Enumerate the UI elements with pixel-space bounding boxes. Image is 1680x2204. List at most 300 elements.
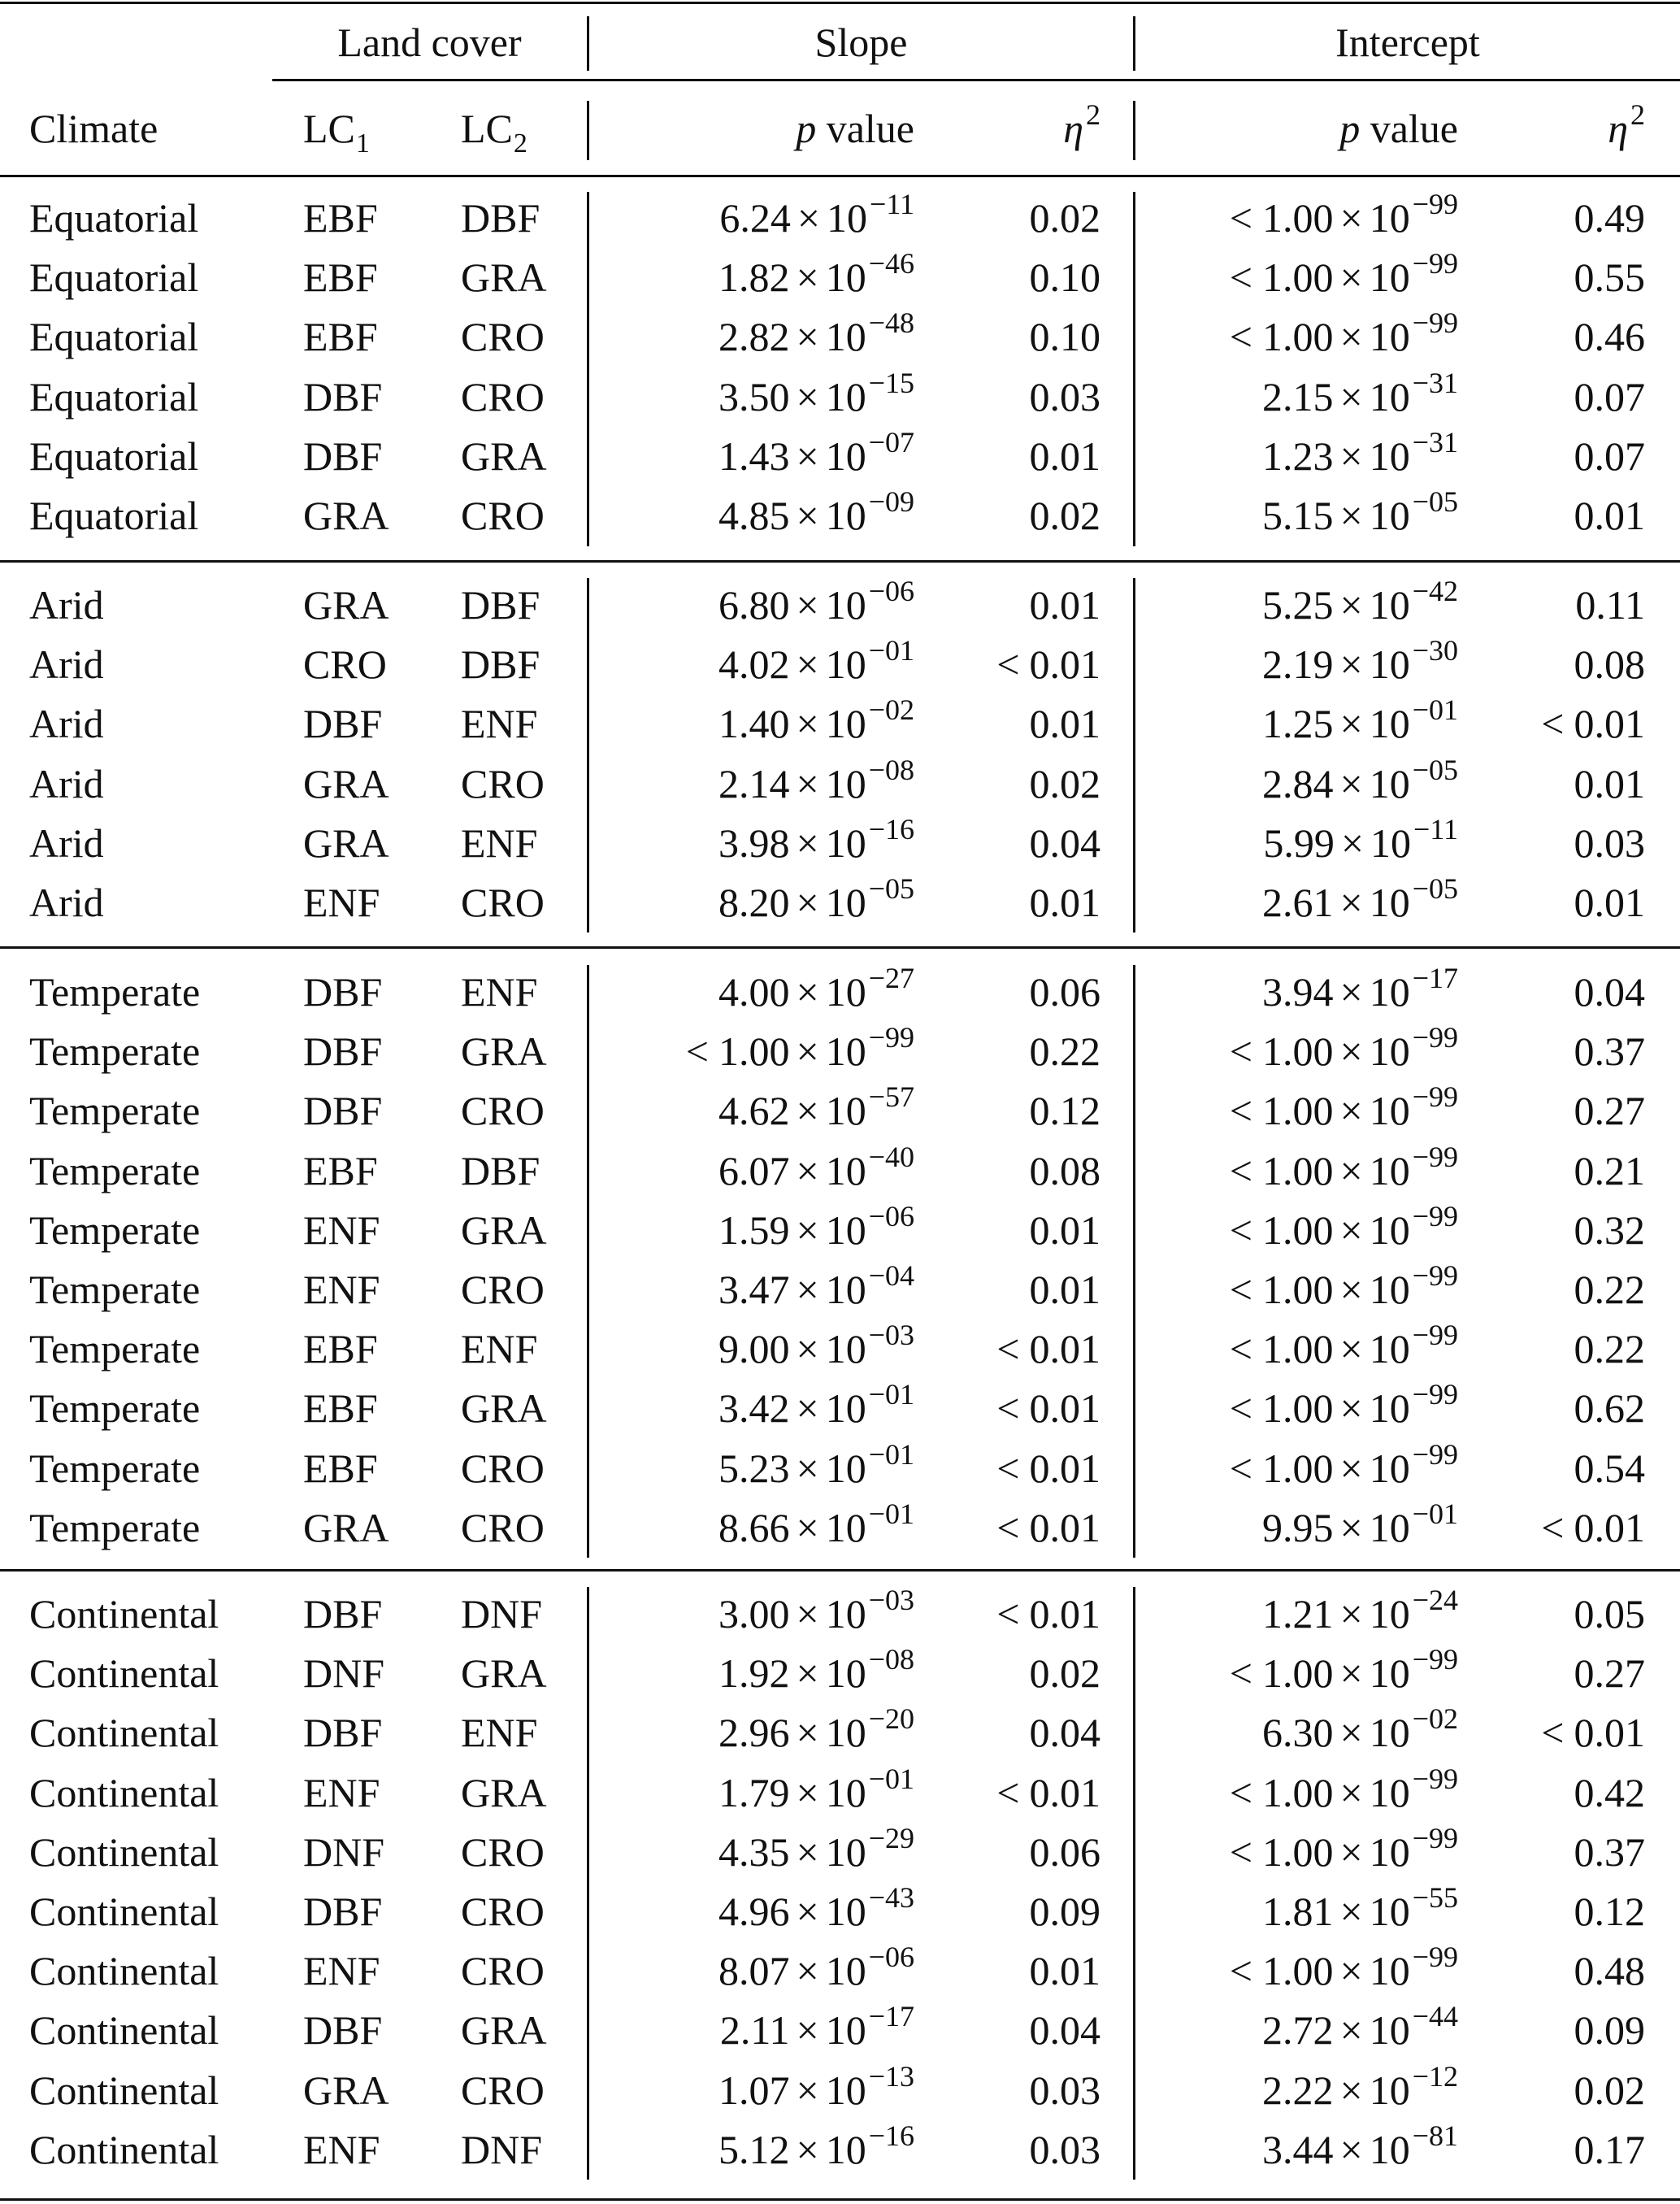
mantissa: 5.99: [1263, 819, 1335, 866]
lc1-cell: ENF: [303, 1769, 380, 1815]
times-symbol: ×: [1339, 969, 1363, 1015]
lc1-cell: DBF: [303, 969, 383, 1015]
base: 10: [1369, 1591, 1410, 1637]
exponent: −01: [868, 1762, 914, 1795]
climate-cell: Continental: [29, 1828, 219, 1875]
mantissa: 1.00: [1261, 1650, 1334, 1697]
base: 10: [825, 1889, 866, 1934]
slope-p-cell: [589, 188, 914, 246]
base: 10: [1369, 1385, 1410, 1432]
mantissa: 3.42: [718, 1385, 790, 1432]
value: 0.07: [1574, 373, 1645, 419]
climate-cell: Temperate: [29, 1206, 201, 1253]
mantissa: 5.25: [1261, 582, 1334, 628]
mantissa: 5.15: [1261, 493, 1334, 538]
climate-cell: Continental: [29, 2126, 219, 2172]
times-symbol: ×: [796, 1028, 819, 1075]
intercept-eta-cell: [1463, 1027, 1645, 1076]
slope-eta-cell: [935, 2006, 1100, 2054]
exponent: −09: [868, 485, 914, 518]
slope-p-cell: [589, 1080, 914, 1139]
slope-eta-cell: [935, 759, 1100, 808]
times-symbol: ×: [796, 701, 819, 747]
slope-eta-cell: [935, 1027, 1100, 1076]
lc2-cell: CRO: [461, 1828, 545, 1875]
intercept-p-cell: [1135, 306, 1458, 365]
slope-eta-cell: [935, 1503, 1100, 1552]
base: 10: [1369, 1088, 1410, 1134]
lc1-cell: EBF: [303, 1445, 378, 1491]
less-than-symbol: <: [1229, 254, 1252, 301]
mantissa: 3.47: [718, 1267, 790, 1312]
less-than-symbol: <: [996, 1504, 1020, 1550]
mantissa: 2.15: [1261, 373, 1334, 419]
times-symbol: ×: [1339, 314, 1363, 360]
times-symbol: ×: [1339, 2126, 1363, 2172]
lc2-cell: ENF: [461, 1710, 538, 1756]
intercept-p-cell: [1135, 2000, 1458, 2058]
times-symbol: ×: [1339, 2067, 1363, 2113]
climate-cell: Temperate: [29, 969, 201, 1015]
exponent: −17: [868, 2000, 914, 2033]
header-intercept: Intercept: [1335, 20, 1480, 65]
exponent: −44: [1412, 2000, 1458, 2033]
base: 10: [1369, 373, 1410, 419]
lc2-cell: GRA: [461, 254, 547, 301]
mantissa: 1.92: [718, 1650, 790, 1697]
base: 10: [1369, 582, 1410, 628]
header-span-rule: [272, 79, 1680, 81]
exponent: −20: [868, 1702, 914, 1736]
mantissa: 1.00: [1261, 314, 1334, 360]
intercept-eta-cell: [1463, 1946, 1645, 1995]
base: 10: [1369, 1147, 1410, 1193]
times-symbol: ×: [796, 1504, 819, 1550]
value: 0.42: [1574, 1769, 1645, 1815]
climate-cell: Equatorial: [29, 373, 199, 419]
slope-p-cell: [589, 425, 914, 485]
lc1-cell: EBF: [303, 314, 378, 360]
lc1-cell: GRA: [303, 819, 389, 866]
mantissa: 8.20: [718, 880, 790, 925]
times-symbol: ×: [796, 1147, 819, 1193]
lc2-text: LC: [461, 106, 513, 151]
mantissa: 1.00: [1261, 1385, 1334, 1432]
slope-p-cell: [589, 753, 914, 812]
times-symbol: ×: [1339, 1088, 1363, 1134]
intercept-p-cell: [1135, 366, 1458, 425]
exponent: −02: [1412, 1702, 1458, 1736]
lc2-cell: GRA: [461, 1028, 547, 1075]
mantissa: 3.44: [1261, 2126, 1334, 2172]
mantissa: 1.00: [1261, 1147, 1334, 1193]
times-symbol: ×: [1339, 1385, 1363, 1432]
intercept-eta-cell: [1463, 1708, 1645, 1757]
value: 0.07: [1574, 433, 1645, 479]
times-symbol: ×: [1339, 1948, 1363, 1994]
times-symbol: ×: [796, 433, 819, 479]
lc2-cell: CRO: [461, 1267, 545, 1312]
lc1-cell: DBF: [303, 2007, 383, 2054]
base: 10: [825, 760, 866, 806]
intercept-eta-cell: [1463, 253, 1645, 302]
exponent: −99: [1412, 1140, 1458, 1173]
times-symbol: ×: [796, 1326, 819, 1372]
intercept-eta-cell: [1463, 1768, 1645, 1817]
less-than-symbol: <: [1229, 1088, 1252, 1134]
lc1-cell: DBF: [303, 1710, 383, 1756]
intercept-p-cell: [1135, 1319, 1458, 1377]
exponent: −07: [868, 425, 914, 459]
intercept-eta-cell: [1463, 1265, 1645, 1314]
base: 10: [1369, 1889, 1410, 1934]
lc2-cell: GRA: [461, 2007, 547, 2054]
base: 10: [825, 2126, 866, 2172]
mantissa: 1.00: [1261, 1028, 1334, 1075]
times-symbol: ×: [796, 880, 819, 925]
lc2-cell: GRA: [461, 1769, 547, 1815]
times-symbol: ×: [1339, 760, 1363, 806]
intercept-eta-cell: [1463, 580, 1645, 629]
climate-cell: Temperate: [29, 1088, 201, 1134]
lc1-cell: EBF: [303, 1326, 378, 1372]
eta-symbol: η: [1608, 106, 1628, 151]
less-than-symbol: <: [1229, 1326, 1252, 1372]
p-symbol: p: [1339, 106, 1361, 151]
exponent: −99: [1412, 1080, 1458, 1114]
lc1-cell: DBF: [303, 1889, 383, 1934]
value: 0.01: [1574, 1710, 1645, 1756]
value: 0.22: [1029, 1028, 1100, 1075]
lc2-cell: CRO: [461, 1445, 545, 1491]
intercept-eta-cell: [1463, 819, 1645, 867]
base: 10: [825, 1088, 866, 1134]
climate-cell: Equatorial: [29, 254, 199, 301]
value: 0.22: [1574, 1326, 1645, 1372]
climate-cell: Continental: [29, 1889, 219, 1934]
value: 0.10: [1029, 314, 1100, 360]
slope-p-cell: [589, 962, 914, 1020]
slope-p-cell: [589, 1821, 914, 1880]
lc2-cell: CRO: [461, 880, 545, 925]
less-than-symbol: <: [996, 1769, 1020, 1815]
value: 0.01: [1029, 641, 1100, 688]
header-lc1: [303, 104, 370, 159]
exponent: −99: [1412, 188, 1458, 220]
slope-p-cell: [589, 366, 914, 425]
lc2-cell: ENF: [461, 1326, 538, 1372]
slope-eta-cell: [935, 1768, 1100, 1817]
climate-cell: Temperate: [29, 1445, 201, 1491]
exponent: −06: [868, 1941, 914, 1974]
header-bottom-rule: [0, 175, 1680, 177]
lc1-cell: DBF: [303, 701, 383, 747]
slope-eta-cell: [935, 1589, 1100, 1638]
value: 0.01: [1574, 701, 1645, 747]
times-symbol: ×: [796, 819, 819, 866]
base: 10: [1369, 195, 1410, 241]
intercept-p-cell: [1135, 485, 1458, 544]
value: 0.02: [1574, 2067, 1645, 2113]
times-symbol: ×: [1339, 1769, 1363, 1815]
times-symbol: ×: [1339, 1445, 1363, 1491]
less-than-symbol: <: [996, 1326, 1020, 1372]
intercept-p-cell: [1135, 1140, 1458, 1199]
less-than-symbol: <: [1541, 701, 1565, 747]
climate-cell: Arid: [29, 582, 104, 628]
climate-cell: Continental: [29, 1591, 219, 1637]
mantissa: 1.43: [718, 433, 790, 479]
slope-p-cell: [589, 693, 914, 752]
mantissa: 1.00: [1261, 1267, 1334, 1312]
value: 0.17: [1574, 2126, 1645, 2172]
times-symbol: ×: [796, 314, 819, 360]
exponent: −17: [1412, 962, 1458, 994]
less-than-symbol: <: [1229, 1206, 1252, 1253]
intercept-p-cell: [1135, 1497, 1458, 1556]
base: 10: [825, 1650, 866, 1697]
value: 0.08: [1574, 641, 1645, 688]
slope-eta-cell: [935, 1146, 1100, 1195]
base: 10: [825, 1147, 866, 1193]
value: 0.48: [1574, 1948, 1645, 1994]
slope-eta-cell: [935, 1887, 1100, 1936]
times-symbol: ×: [796, 373, 819, 419]
intercept-eta-cell: [1463, 1444, 1645, 1493]
intercept-p-cell: [1135, 1881, 1458, 1940]
times-symbol: ×: [796, 1206, 819, 1253]
intercept-eta-cell: [1463, 2125, 1645, 2174]
exponent: −12: [1412, 2059, 1458, 2093]
exponent: −04: [868, 1259, 914, 1292]
slope-eta-cell: [935, 967, 1100, 1016]
header-slope: Slope: [814, 20, 908, 65]
less-than-symbol: <: [996, 1445, 1020, 1491]
slope-p-cell: [589, 1319, 914, 1377]
exponent: −13: [868, 2059, 914, 2093]
slope-eta-cell: [935, 1649, 1100, 1698]
base: 10: [1369, 254, 1410, 301]
intercept-p-cell: [1135, 2119, 1458, 2178]
times-symbol: ×: [796, 493, 819, 538]
times-symbol: ×: [1339, 1650, 1363, 1697]
exponent: −01: [1412, 693, 1458, 727]
exponent: −99: [1412, 306, 1458, 340]
exponent: −31: [1412, 425, 1458, 459]
base: 10: [825, 880, 866, 925]
value: 0.21: [1574, 1147, 1645, 1193]
lc1-cell: DBF: [303, 1028, 383, 1075]
mantissa: 4.00: [718, 969, 790, 1015]
exponent: −16: [868, 2119, 914, 2152]
base: 10: [825, 314, 866, 360]
times-symbol: ×: [1339, 1710, 1363, 1756]
climate-cell: Temperate: [29, 1147, 201, 1193]
lc1-cell: ENF: [303, 1267, 380, 1312]
intercept-eta-cell: [1463, 2066, 1645, 2115]
mantissa: 5.12: [718, 2126, 790, 2172]
intercept-p-cell: [1135, 1584, 1458, 1642]
times-symbol: ×: [1339, 1326, 1363, 1372]
slope-eta-cell: [935, 2066, 1100, 2115]
mantissa: 1.59: [718, 1206, 790, 1253]
base: 10: [825, 2007, 866, 2054]
base: 10: [825, 2067, 866, 2113]
lc2-cell: GRA: [461, 1206, 547, 1253]
climate-cell: Equatorial: [29, 314, 199, 360]
base: 10: [1369, 969, 1410, 1015]
base: 10: [825, 701, 866, 747]
value: 0.27: [1574, 1650, 1645, 1697]
mantissa: 2.72: [1261, 2007, 1334, 2054]
climate-cell: Arid: [29, 760, 104, 806]
value: 0.01: [1574, 760, 1645, 806]
base: 10: [1369, 2067, 1410, 2113]
base: 10: [825, 969, 866, 1015]
mantissa: 4.85: [718, 493, 790, 538]
header-climate: Climate: [29, 106, 158, 151]
exponent: −08: [868, 753, 914, 786]
value: 0.01: [1574, 493, 1645, 538]
mantissa: 9.00: [718, 1326, 790, 1372]
value: 0.03: [1029, 2126, 1100, 2172]
value: 0.09: [1574, 2007, 1645, 2054]
mantissa: 3.94: [1261, 969, 1334, 1015]
base: 10: [825, 1445, 866, 1491]
lc1-cell: GRA: [303, 1504, 389, 1550]
intercept-p-cell: [1135, 1941, 1458, 1999]
mantissa: 1.07: [718, 2067, 790, 2113]
times-symbol: ×: [796, 1710, 819, 1756]
value: 0.01: [1029, 1769, 1100, 1815]
intercept-p-cell: [1135, 1378, 1458, 1437]
climate-cell: Arid: [29, 641, 104, 688]
times-symbol: ×: [796, 2007, 819, 2054]
exponent: −11: [1413, 812, 1458, 846]
exponent: −16: [868, 812, 914, 846]
mantissa: 1.00: [1261, 1206, 1334, 1253]
climate-cell: Continental: [29, 2067, 219, 2113]
eta-superscript: 2: [1630, 98, 1645, 131]
slope-eta-cell: [935, 699, 1100, 748]
base: 10: [825, 1504, 866, 1550]
times-symbol: ×: [796, 1650, 819, 1697]
value: 0.01: [1574, 880, 1645, 925]
value: 0.02: [1029, 760, 1100, 806]
mantissa: 1.00: [1261, 1948, 1334, 1994]
intercept-eta-cell: [1463, 372, 1645, 421]
climate-cell: Continental: [29, 1769, 219, 1815]
less-than-symbol: <: [1229, 1385, 1252, 1432]
exponent: −06: [868, 1199, 914, 1232]
exponent: −05: [1412, 872, 1458, 905]
mantissa: 2.82: [718, 314, 790, 360]
intercept-p-cell: [1135, 753, 1458, 812]
base: 10: [1369, 493, 1410, 538]
value: 0.05: [1574, 1591, 1645, 1637]
times-symbol: ×: [796, 1088, 819, 1134]
mantissa: 2.96: [718, 1710, 790, 1756]
less-than-symbol: <: [996, 1591, 1020, 1637]
lc2-cell: ENF: [461, 969, 538, 1015]
times-symbol: ×: [1339, 880, 1363, 925]
mantissa: 6.07: [718, 1147, 790, 1193]
base: 10: [1369, 880, 1410, 925]
base: 10: [825, 254, 866, 301]
times-symbol: ×: [1339, 1889, 1363, 1934]
exponent: −11: [870, 188, 914, 220]
times-symbol: ×: [1339, 1504, 1363, 1550]
mantissa: 1.82: [718, 254, 790, 301]
mantissa: 4.96: [718, 1889, 790, 1934]
slope-eta-cell: [935, 1206, 1100, 1254]
base: 10: [825, 373, 866, 419]
intercept-eta-cell: [1463, 2006, 1645, 2054]
times-symbol: ×: [1339, 493, 1363, 538]
exponent: −40: [868, 1140, 914, 1173]
slope-eta-cell: [935, 640, 1100, 689]
exponent: −81: [1412, 2119, 1458, 2152]
mantissa: 8.66: [718, 1504, 790, 1550]
base: 10: [825, 1710, 866, 1756]
lc2-cell: GRA: [461, 1650, 547, 1697]
slope-eta-cell: [935, 193, 1100, 242]
base: 10: [825, 1948, 866, 1994]
base: 10: [825, 1206, 866, 1253]
lc1-text: LC: [303, 106, 355, 151]
intercept-p-cell: [1135, 1702, 1458, 1761]
times-symbol: ×: [796, 582, 819, 628]
times-symbol: ×: [796, 1828, 819, 1875]
times-symbol: ×: [796, 1591, 819, 1637]
less-than-symbol: <: [1229, 314, 1252, 360]
slope-eta-cell: [935, 580, 1100, 629]
exponent: −03: [868, 1319, 914, 1352]
lc1-cell: DNF: [303, 1828, 385, 1875]
exponent: −01: [868, 634, 914, 667]
less-than-symbol: <: [1229, 1650, 1252, 1697]
value: 0.06: [1029, 969, 1100, 1015]
lc2-cell: DBF: [461, 195, 540, 241]
lc1-cell: ENF: [303, 2126, 380, 2172]
lc2-cell: CRO: [461, 1889, 545, 1934]
exponent: −27: [868, 962, 914, 994]
lc1-cell: EBF: [303, 254, 378, 301]
value: 0.01: [1029, 1948, 1100, 1994]
mantissa: 1.79: [718, 1769, 790, 1815]
exponent: −31: [1412, 366, 1458, 399]
slope-eta-cell: [935, 491, 1100, 540]
mantissa: 2.11: [719, 2007, 790, 2054]
base: 10: [825, 1769, 866, 1815]
exponent: −24: [1412, 1584, 1458, 1616]
slope-eta-cell: [935, 1384, 1100, 1432]
intercept-p-cell: [1135, 1259, 1458, 1318]
slope-eta-cell: [935, 2125, 1100, 2174]
group-rule-1: [0, 560, 1680, 563]
times-symbol: ×: [1339, 582, 1363, 628]
base: 10: [1370, 819, 1412, 866]
less-than-symbol: <: [1229, 1948, 1252, 1994]
p-symbol: p: [796, 106, 817, 151]
times-symbol: ×: [796, 969, 819, 1015]
climate-cell: Temperate: [29, 1385, 201, 1432]
intercept-p-cell: [1135, 693, 1458, 752]
intercept-eta-cell: [1463, 967, 1645, 1016]
times-symbol: ×: [796, 641, 819, 688]
less-than-symbol: <: [1229, 1028, 1252, 1075]
header-intercept-eta: [1463, 98, 1645, 157]
